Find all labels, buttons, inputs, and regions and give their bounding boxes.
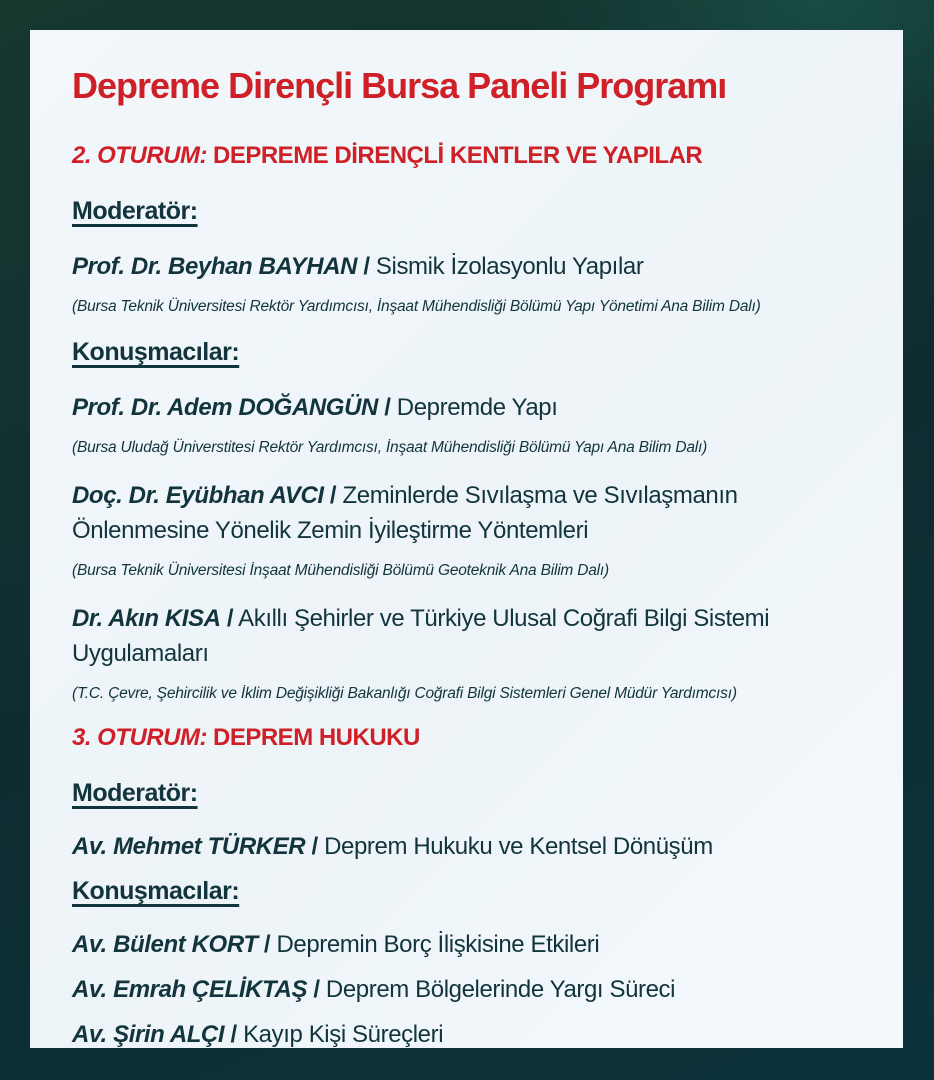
- speaker-name: Av. Bülent KORT: [72, 931, 258, 958]
- moderator-affiliation: (Bursa Teknik Üniversitesi Rektör Yardımcısı, İnşaat Mühendisliği Bölümü Yapı Yönetimi Ana Bilim Dalı): [72, 298, 761, 315]
- session-3-speakers-heading: Konuşmacılar:: [72, 877, 240, 905]
- speaker-name: Dr. Akın KISA: [72, 605, 221, 632]
- separator: /: [226, 605, 234, 632]
- speaker-affiliation: (Bursa Uludağ Üniverstitesi Rektör Yardımcısı, İnşaat Mühendisliği Bölümü Yapı Ana Bilim Dalı): [72, 439, 708, 456]
- session-3-heading: [72, 724, 863, 752]
- speaker-line: [72, 601, 863, 671]
- session-3-moderator-heading: Moderatör:: [72, 779, 198, 807]
- session-3-label: 3. OTURUM:: [72, 724, 207, 751]
- speaker-name: Doç. Dr. Eyübhan AVCI: [72, 482, 324, 509]
- moderator-name: Prof. Dr. Beyhan BAYHAN: [72, 253, 358, 280]
- page-title: Depreme Dirençli Bursa Paneli Programı: [72, 65, 727, 106]
- speaker-topic: Depremin Borç İlişkisine Etkileri: [276, 931, 600, 958]
- session-2-moderator-heading: Moderatör:: [72, 197, 198, 225]
- speaker-affiliation: (Bursa Teknik Üniversitesi İnşaat Mühendisliği Bölümü Geoteknik Ana Bilim Dalı): [72, 562, 609, 579]
- separator: /: [230, 1021, 237, 1048]
- session-3-block: [72, 724, 863, 1051]
- speaker-line: [72, 390, 863, 425]
- moderator-topic: Sismik İzolasyonlu Yapılar: [375, 253, 644, 280]
- speaker-line: [72, 974, 863, 1006]
- separator: /: [363, 253, 370, 280]
- program-card: [30, 30, 903, 1048]
- speaker-line: [72, 1019, 863, 1051]
- session-3-title: DEPREM HUKUKU: [213, 724, 420, 751]
- speaker-name: Av. Şirin ALÇI: [72, 1021, 225, 1048]
- speaker-topic: Deprem Bölgelerinde Yargı Süreci: [325, 976, 676, 1003]
- speaker-name: Av. Emrah ÇELİKTAŞ: [72, 976, 308, 1003]
- session-2-moderator-line: [72, 249, 863, 284]
- speaker-topic: Kayıp Kişi Süreçleri: [243, 1021, 444, 1048]
- speaker-name: Prof. Dr. Adem DOĞANGÜN: [72, 394, 378, 421]
- session-2-title: DEPREME DİRENÇLİ KENTLER VE YAPILAR: [213, 142, 703, 169]
- separator: /: [263, 931, 271, 958]
- session-3-moderator-line: [72, 831, 863, 863]
- separator: /: [311, 833, 318, 860]
- moderator-name: Av. Mehmet TÜRKER: [72, 833, 306, 860]
- moderator-topic: Deprem Hukuku ve Kentsel Dönüşüm: [324, 833, 713, 860]
- speaker-affiliation: (T.C. Çevre, Şehircilik ve İklim Değişikliği Bakanlığı Coğrafi Bilgi Sistemleri Genel Müdür Yardımcısı): [72, 685, 737, 702]
- session-2-label: 2. OTURUM:: [72, 142, 207, 169]
- speaker-topic: Zeminlerde Sıvılaşma ve Sıvılaşmanın Önlenmesine Yönelik Zemin İyileştirme Yöntemleri: [72, 482, 738, 544]
- speaker-topic: Akıllı Şehirler ve Türkiye Ulusal Coğrafi Bilgi Sistemi Uygulamaları: [72, 605, 770, 667]
- separator: /: [329, 482, 337, 509]
- speaker-line: [72, 478, 863, 548]
- separator: /: [313, 976, 320, 1003]
- speaker-topic: Depremde Yapı: [396, 394, 558, 421]
- session-2-heading: [72, 142, 863, 170]
- session-2-speakers-heading: Konuşmacılar:: [72, 338, 240, 366]
- speaker-line: [72, 929, 863, 961]
- separator: /: [384, 394, 391, 421]
